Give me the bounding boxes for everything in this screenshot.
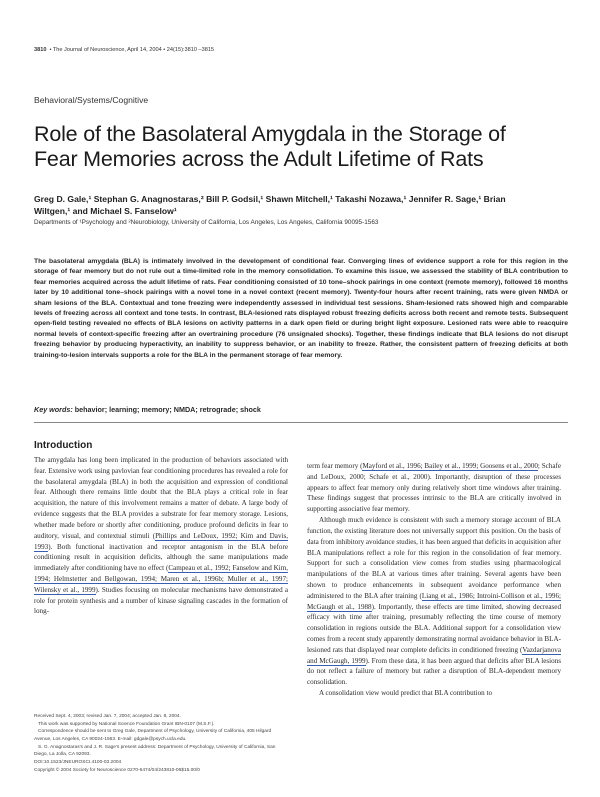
paragraph xyxy=(307,515,561,688)
footnote-doi[interactable]: DOI:10.1523/JNEUROSCI.4100-03.2004 xyxy=(34,759,122,765)
paragraph-text: ). Studies focusing on molecular mechanisms have demonstrated a role for protein synthesis and a number of kinase signaling cascades in the formation of long- xyxy=(34,585,288,616)
footnote-line: This work was supported by National Science Foundation Grant IBN-0107 (M.S.F.). xyxy=(38,721,215,727)
footnote-line: Diego, La Jolla, CA 92093. xyxy=(34,752,91,758)
footnote-line: S. G. Anagnostaras's and J. R. Sage's present address: Department of Psychology, University of California, San xyxy=(38,744,276,750)
paragraph-text: The amygdala has long been implicated in the production of behaviors associated with fear. Extensive work using pavlovian fear conditioning procedures has revealed a role for the basolateral amygdala (BLA) in both the acquisition and expression of conditional fear. Although there remains little doubt that the BLA plays a critical role in fear acquisition, the nature of this involvement remains a matter of debate. A large body of evidence suggests that the BLA provides a substrate for fear memory storage. Lesions, whether made before or shortly after conditioning, produce profound deficits in fear to auditory, visual, and contextual stimuli ( xyxy=(34,456,288,540)
paragraph-text: ). From these data, it has been argued that deficits after BLA lesions do not reflect a failure of memory but rather a disruption of BLA-dependent memory consolidation. xyxy=(307,656,561,687)
paragraph xyxy=(34,455,288,617)
paragraph-text: ; Schafe and LeDoux, 2000; Schafe et al., 2000). Importantly, disruption of these processes appears to affect fear memory only during relatively short time windows after training. These findings suggest that processes intrinsic to the BLA are critically involved in supporting associative fear memory. xyxy=(307,462,561,514)
abstract: The basolateral amygdala (BLA) is intimately involved in the development of conditional fear. Converging lines of evidence support a role for this region in the storage of fear memory but do not rule out a time-limited role in the memory consolidation. To examine this issue, we assessed the stability of BLA contribution to fear memories acquired across the adult lifetime of rats. Fear conditioning consisted of 10 tone–shock pairings in one context (remote memory), followed 16 months later by 10 additional tone–shock pairings with a novel tone in a novel context (recent memory). Twenty-four hours after recent training, rats were given NMDA or sham lesions of the BLA. Contextual and tone freezing were independently assessed in individual test sessions. Sham-lesioned rats showed high and comparable levels of freezing across all context and tone tests. In contrast, BLA-lesioned rats displayed robust freezing deficits across both recent and remote tests. Subsequent open-field testing revealed no effects of BLA lesions on activity patterns in a dark open field or during bright light exposure. Lesioned rats were able to reacquire normal levels of context-specific freezing after an overtraining procedure (76 unsignaled shocks). Together, these findings indicate that BLA lesions do not disrupt freezing behavior by producing hyperactivity, an inability to suppress behavior, or an inability to freeze. Rather, the consistent pattern of freezing deficits at both training-to-lesion intervals supports a role for the BLA in the permanent storage of fear memory. xyxy=(34,258,568,359)
affiliation: Departments of ¹Psychology and ²Neurobiology, University of California, Los Angeles, Los Angeles, California 90095-1563 xyxy=(34,219,379,226)
article-title: Role of the Basolateral Amygdala in the Storage of Fear Memories across the Adult Lifetime of Rats xyxy=(34,122,506,171)
left-column xyxy=(34,455,288,617)
author-list: Greg D. Gale,¹ Stephan G. Anagnostaras,² Bill P. Godsil,¹ Shawn Mitchell,¹ Takashi Nozawa,¹ Jennifer R. Sage,¹ Brian Wiltgen,¹ and Michael S. Fanselow¹ xyxy=(34,194,506,216)
paragraph-text: ). Importantly, these effects are time limited, showing decreased efficacy with time after training, presumably reflecting the time course of memory consolidation in regions outside the BLA. Additional support for a consolidation view comes from a recent study apparently demonstrating normal avoidance behavior in BLA-lesioned rats that displayed near complete deficits in conditioned freezing ( xyxy=(307,602,561,654)
divider xyxy=(34,422,568,423)
page-number: 3810 xyxy=(34,47,47,53)
footnote-line: Received Sept. 4, 2003; revised Jan. 7, 2004; accepted Jan. 8, 2004. xyxy=(34,714,181,719)
paragraph: A consolidation view would predict that BLA contribution to xyxy=(319,689,492,698)
paragraph xyxy=(307,461,561,515)
footnote-line: Correspondence should be sent to Greg Gale, Department of Psychology, University of California, 405 Hilgard xyxy=(38,729,272,735)
footnote-line: Copyright © 2004 Society for Neuroscience 0270-6474/04/243810-06$15.00/0 xyxy=(34,767,200,773)
journal-info: • The Journal of Neuroscience, April 14, 2004 • 24(15):3810 –3815 xyxy=(49,47,215,53)
paragraph-text: term fear memory ( xyxy=(307,462,363,470)
citation-link[interactable]: Campeau et al., 1992; Fanselow and Kim, 1994; Helmstetter and Bellgowan, 1994; Maren et al., 1996b; Muller et al., 1997; Wilensky et al., 1999 xyxy=(34,564,288,594)
footnotes xyxy=(34,713,288,774)
running-head xyxy=(34,47,574,53)
keywords-label: Key words: xyxy=(34,405,73,414)
citation-link[interactable]: Mayford et al., 1996; Bailey et al., 1999; Goosens et al., 2000 xyxy=(362,462,538,470)
citation-link[interactable]: Phillips and LeDoux, 1992; Kim and Davis, 1993 xyxy=(34,531,289,551)
footnote-line: Avenue, Los Angeles, CA 90024-1563. E-mail: gdgale@psych.ucla.edu. xyxy=(34,736,187,742)
citation-link[interactable]: Liang et al., 1986; Introini-Collison et al., 1996; McGaugh et al., 1988 xyxy=(307,591,561,611)
paragraph-text: ). Both functional inactivation and receptor antagonism in the BLA before conditioning result in acquisition deficits, although the same manipulations made immediately after conditioning have no effect ( xyxy=(34,542,288,573)
citation-link[interactable]: Vazdarjanova and McGaugh, 1999 xyxy=(307,645,561,665)
section-label: Behavioral/Systems/Cognitive xyxy=(34,95,149,105)
keywords xyxy=(34,405,568,414)
section-heading-introduction: Introduction xyxy=(34,440,93,451)
keywords-text: behavior; learning; memory; NMDA; retrograde; shock xyxy=(74,405,261,414)
right-column xyxy=(307,461,561,699)
paragraph-text: Although much evidence is consistent with such a memory storage account of BLA function, the existing literature does not universally support this position. On the basis of data from inhibitory avoidance studies, it has been argued that deficits in acquisition after BLA manipulations reflect a role for this region in the consolidation of fear memory. Support for such a consolidation view comes from studies using pharmacological manipulations of the BLA at various times after training. Several agents have been shown to produce enhancements in subsequent avoidance performance when administered to the BLA after training ( xyxy=(307,516,561,600)
